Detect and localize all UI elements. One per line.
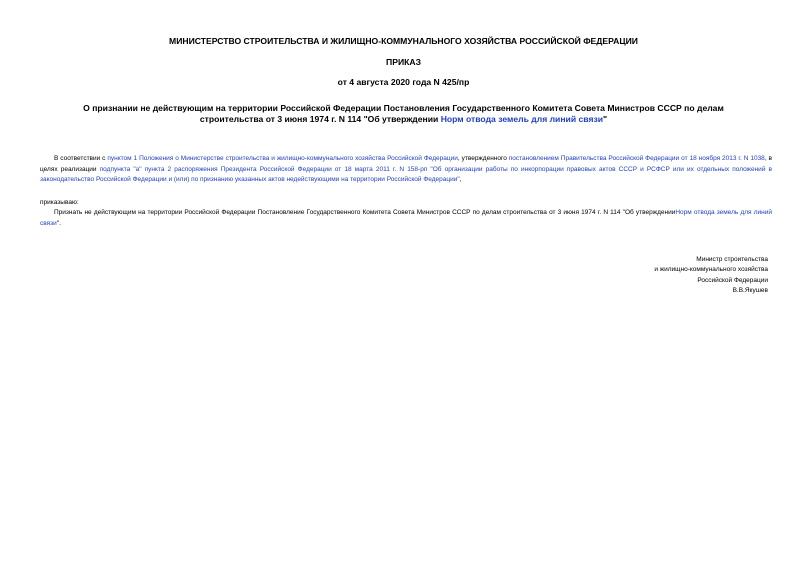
preamble-text-1: В соответствии с bbox=[54, 155, 108, 162]
ministry-name: МИНИСТЕРСТВО СТРОИТЕЛЬСТВА И ЖИЛИЩНО-КОММУНАЛЬНОГО ХОЗЯЙСТВА РОССИЙСКОЙ ФЕДЕРАЦИИ bbox=[169, 36, 638, 46]
link-presidential-order[interactable]: подпункта "а" пункта 2 распоряжения Президента Российской Федерации от 18 марта 2011 г. N 158-рп "Об организации работы по инкорпорации правовых актов СССР и РСФСР или их отдельных положений в законодательство Российской Федерации и (или) по признанию указанных актов недействующими на территории Российской Федерации" bbox=[40, 165, 772, 183]
signature-position-line-2: и жилищно-коммунального хозяйства bbox=[654, 266, 768, 274]
signature-block bbox=[568, 255, 768, 296]
order-text-1: Признать не действующим на территории Российской Федерации Постановление Государственного Комитета Совета Министров СССР по делам строительства от 3 июня 1974 г. N 114 "Об утверждении bbox=[54, 209, 676, 216]
preamble-text-3: , в целях реализации bbox=[40, 155, 772, 173]
link-norms-land-allocation[interactable]: Норм отвода земель для линий связи bbox=[40, 209, 772, 227]
order-paragraph bbox=[40, 208, 772, 229]
subject-line-2-prefix: строительства от 3 июня 1974 г. N 114 "Об утверждении bbox=[199, 114, 441, 124]
document-type: ПРИКАЗ bbox=[386, 57, 421, 67]
preamble-paragraph bbox=[40, 154, 772, 186]
document-subject bbox=[50, 103, 757, 125]
order-label: приказываю: bbox=[40, 199, 79, 206]
preamble-text-4: , bbox=[459, 176, 462, 183]
subject-line-2-suffix: " bbox=[603, 114, 608, 124]
signature-position-line-3: Российской Федерации bbox=[697, 276, 768, 284]
signature-position-line-1: Министр строительства bbox=[696, 256, 768, 263]
link-government-decree[interactable]: постановлением Правительства Российской Федерации от 18 ноября 2013 г. N 1038 bbox=[508, 155, 765, 162]
document-date-number: от 4 августа 2020 года N 425/пр bbox=[337, 77, 470, 87]
signatory-name: В.В.Якушев bbox=[732, 286, 768, 294]
subject-line-1: О признании не действующим на территории Российской Федерации Постановления Государственного Комитета Совета Министров СССР по делам bbox=[83, 103, 724, 113]
link-ministry-regulation[interactable]: пунктом 1 Положения о Министерстве строительства и жилищно-коммунального хозяйства Российской Федерации bbox=[107, 155, 458, 162]
order-text-2: ". bbox=[56, 219, 61, 227]
preamble-text-2: , утвержденного bbox=[457, 155, 509, 162]
subject-link-norms[interactable]: Норм отвода земель для линий связи bbox=[440, 114, 604, 124]
